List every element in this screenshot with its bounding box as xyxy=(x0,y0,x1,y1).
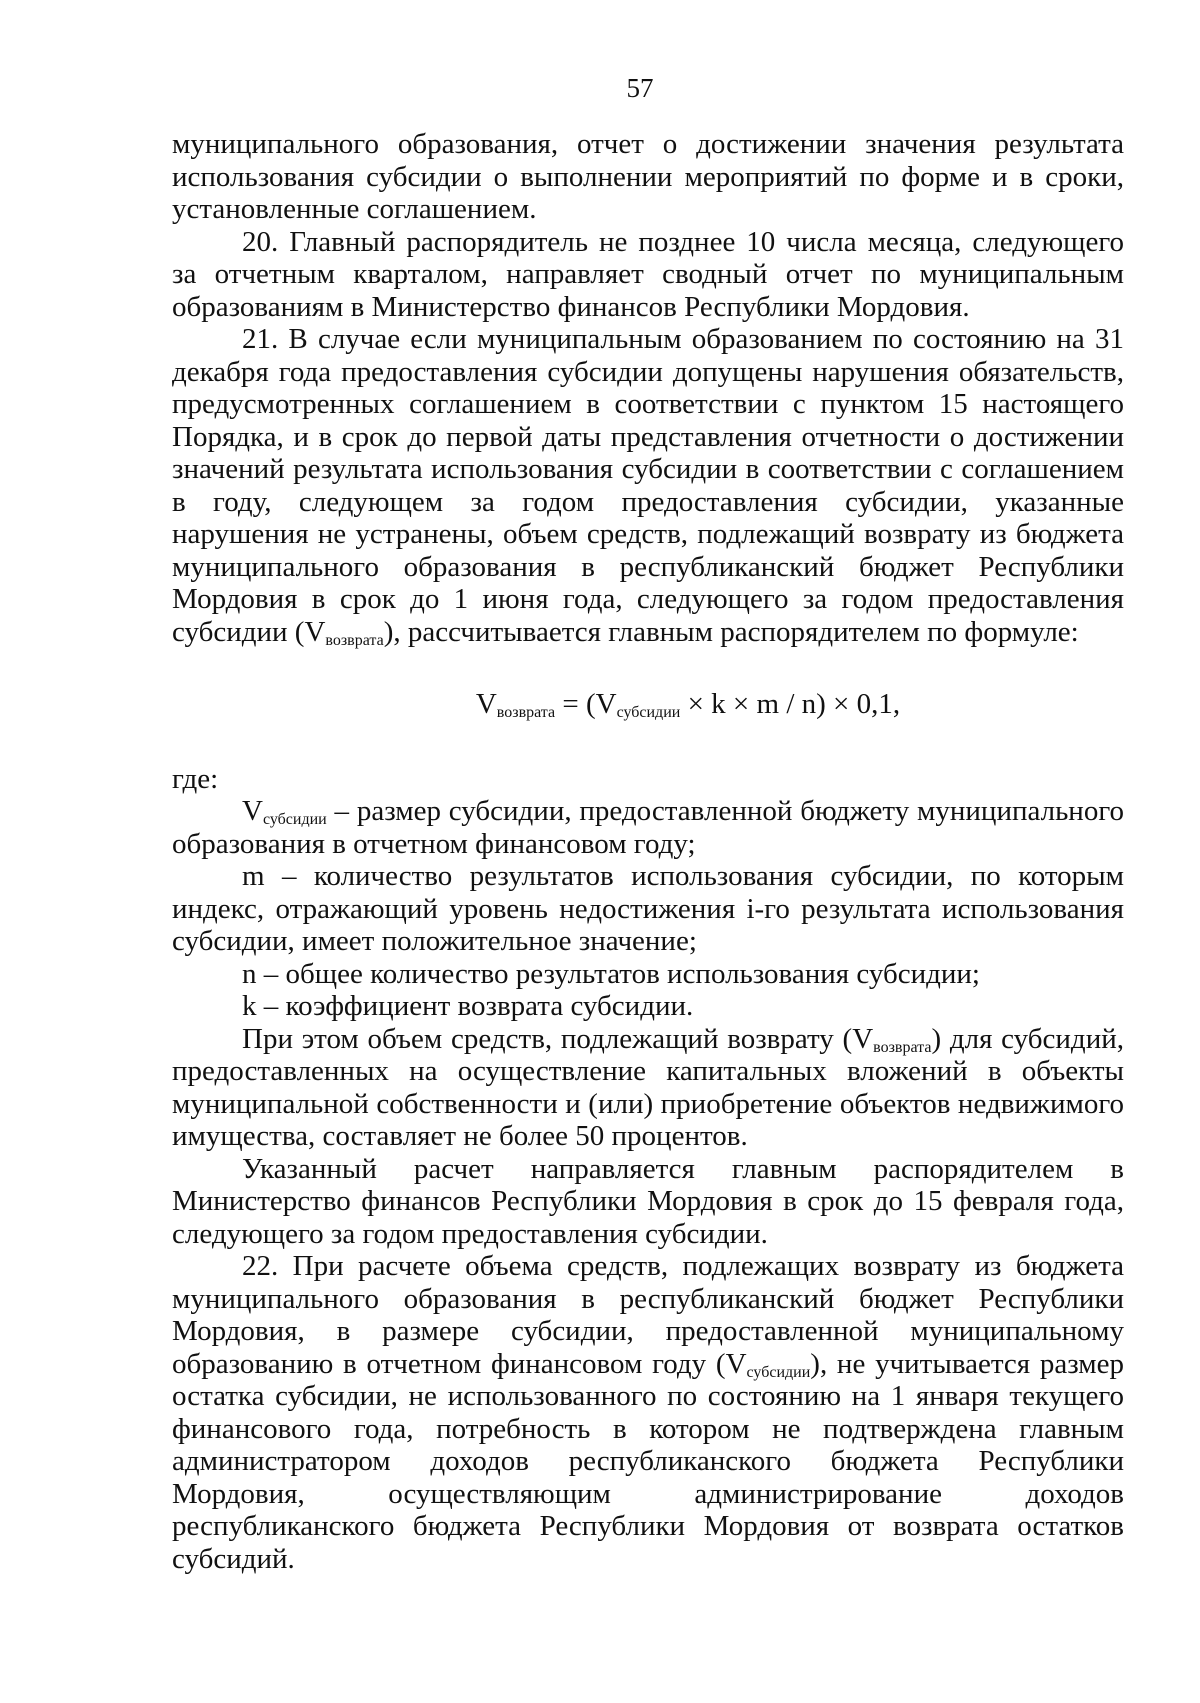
paragraph-limit-text-after: ) для субсидий, предоставленных на осуществление капитальных вложений в объекты муниципальной собственности и (или) приобретение объектов недвижимого имущества, составляет не более 50 процентов. xyxy=(172,1022,1124,1152)
definition-v-text: – размер субсидии, предоставленной бюджету муниципального образования в отчетном финансовом году; xyxy=(172,795,1124,860)
paragraph-21-text-after: ), рассчитывается главным распорядителем по формуле: xyxy=(383,615,1079,648)
definition-v-var: V xyxy=(242,795,263,827)
formula-mid-subscript: субсидии xyxy=(616,704,681,721)
definition-v-subscript: субсидии xyxy=(262,811,327,828)
formula-lhs-subscript: возврата xyxy=(496,704,556,721)
paragraph-22-text-after: ), не учитывается размер остатка субсидии, не использованного по состоянию на 1 января текущего финансового года, потребность в котором не подтверждена главным администратором доходов республиканского бюджета Республики Мордовия, осуществляющим администрирование доходов республиканского бюджета Республики Мордовия от возврата остатков субсидий. xyxy=(172,1347,1124,1575)
definition-k: k – коэффициент возврата субсидии. xyxy=(242,990,694,1022)
paragraph-21-text-before: 21. В случае если муниципальным образованием по состоянию на 31 декабря года предоставления субсидии допущены нарушения обязательств, предусмотренных соглашением в соответствии с пунктом 15 настоящего Порядка, и в срок до первой даты представления отчетности о достижении значений результата использования субсидии в соответствии с соглашением в году, следующем за годом предоставления субсидии, указанные нарушения не устранены, объем средств, подлежащий возврату из бюджета муниципального образования в республиканский бюджет Республики Мордовия в срок до 1 июня года, следующего за годом предоставления субсидии (V xyxy=(172,323,1124,648)
paragraph-limit-subscript: возврата xyxy=(873,1038,932,1056)
formula-lhs: V xyxy=(475,688,497,720)
formula-mid: = (V xyxy=(555,688,617,720)
definition-m: m – количество результатов использования субсидии, по которым индекс, отражающий уровень недостижения i-го результата использования субсидии, имеет положительное значение; xyxy=(172,860,1124,957)
definition-n: n – общее количество результатов использования субсидии; xyxy=(242,957,980,990)
page-number: 57 xyxy=(626,73,654,103)
paragraph-calculation: Указанный расчет направляется главным распорядителем в Министерство финансов Республики Мордовия в срок до 15 февраля года, следующего за годом предоставления субсидии. xyxy=(172,1152,1124,1250)
paragraph-22-text-before: 22. При расчете объема средств, подлежащих возврату из бюджета муниципального образования в республиканский бюджет Республики Мордовия, в размере субсидии, предоставленной муниципальному образованию в отчетном финансовом году (V xyxy=(172,1250,1124,1380)
paragraph-22 xyxy=(172,1250,1124,1575)
paragraph-limit-text-before: При этом объем средств, подлежащий возврату (V xyxy=(242,1022,874,1055)
paragraph-21 xyxy=(172,323,1124,648)
document-body xyxy=(172,128,1124,1575)
definition-v-subsidy xyxy=(172,795,1124,860)
paragraph-continuation: муниципального образования, отчет о достижении значения результата использования субсидии о выполнении мероприятий по форме и в сроки, установленные соглашением. xyxy=(172,128,1124,225)
paragraph-20: 20. Главный распорядитель не позднее 10 числа месяца, следующего за отчетным кварталом, направляет сводный отчет по муниципальным образованиям в Министерство финансов Республики Мордовия. xyxy=(172,225,1124,323)
paragraph-21-subscript: возврата xyxy=(325,631,384,649)
formula-rhs: × k × m / n) × 0,1, xyxy=(680,688,901,720)
formula xyxy=(172,648,1124,763)
paragraph-limit xyxy=(172,1023,1124,1153)
where-label: где: xyxy=(172,762,219,795)
paragraph-22-subscript: субсидии xyxy=(746,1363,811,1381)
